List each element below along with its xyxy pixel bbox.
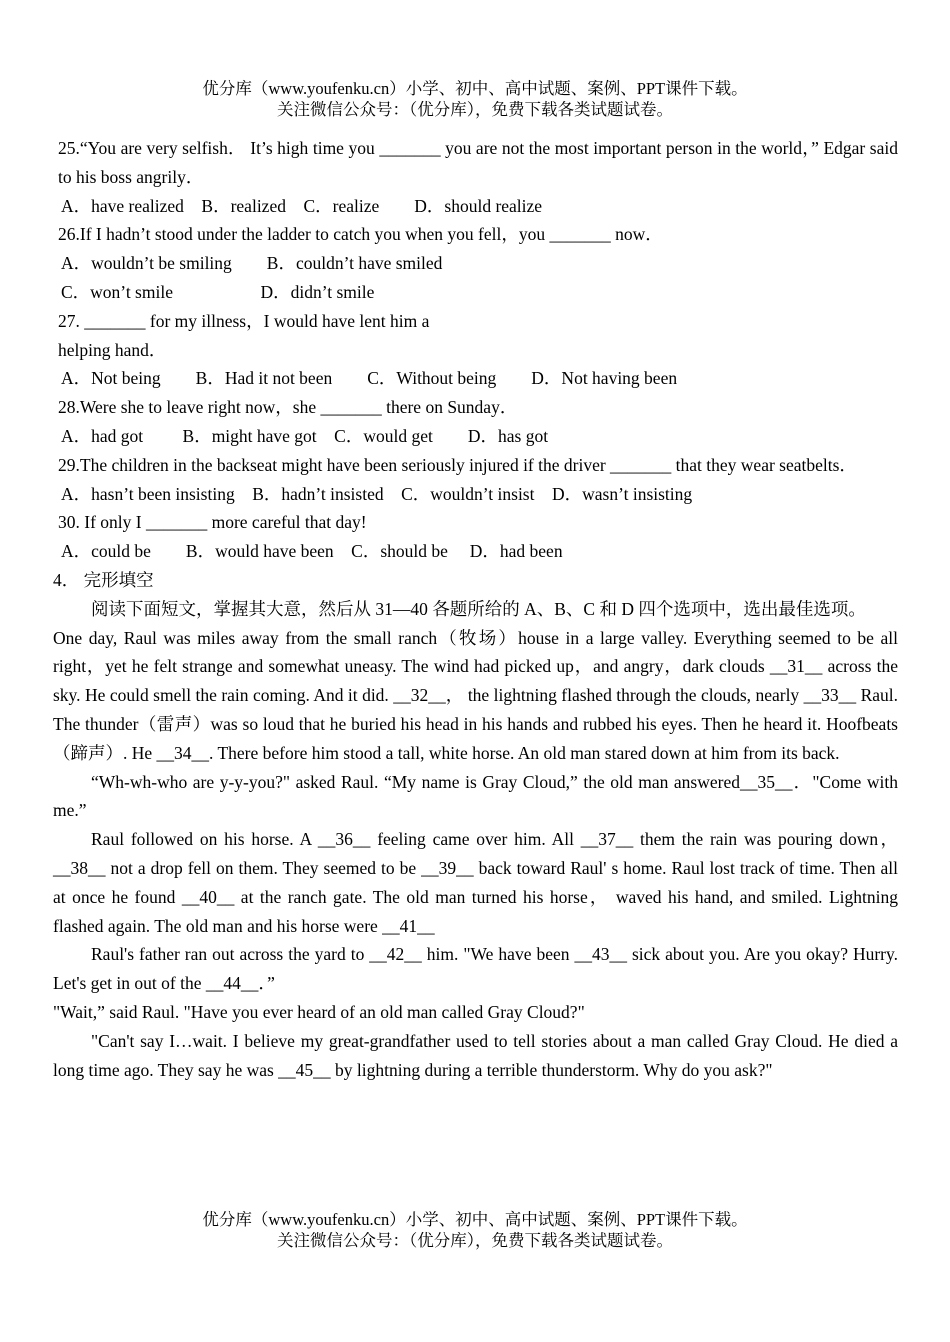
footer-line-1: 优分库（www.youfenku.cn）小学、初中、高中试题、案例、PPT课件下载。 <box>202 1210 748 1229</box>
question-29-stem: 29.The children in the backseat might have been seriously injured if the driver _______ that they wear seatbelts． <box>58 454 857 475</box>
section-4-instruction: 阅读下面短文，掌握其大意，然后从 31—40 各题所给的 A、B、C 和 D 四个选项中，选出最佳选项。 <box>91 598 866 619</box>
question-25-options: A．have realized B．realized C．realize D．should realize <box>61 195 543 216</box>
question-26-options-row-1: A．wouldn’t be smiling B．couldn’t have smiled <box>61 253 443 274</box>
document-body <box>53 134 898 1084</box>
footer-line-2: 关注微信公众号：（优分库），免费下载各类试题试卷。 <box>277 1231 673 1250</box>
question-26-stem: 26.If I hadn’t stood under the ladder to catch you when you fell，you _______ now． <box>58 224 663 245</box>
question-30-options: A．could be B．would have been C．should be D．had been <box>61 541 563 562</box>
question-27-stem: 27. _______ for my illness，I would have lent him a <box>58 310 430 331</box>
header-line-2: 关注微信公众号：（优分库），免费下载各类试题试卷。 <box>277 100 673 119</box>
question-27-stem-continued: helping hand． <box>58 339 167 360</box>
section-4-title: 4． 完形填空 <box>53 569 154 590</box>
passage-paragraph-1: One day, Raul was miles away from the small ranch（牧场）house in a large valley. Everything seemed to be all right，yet he felt strange and somewhat uneasy. The wind had picked up，and angry，dark clouds __31__ across the sky. He could smell the rain coming. And it did. __32__， the lightning flashed through the clouds, nearly __33__ Raul. The thunder（雷声）was so loud that he buried his head in his hands and rubbed his eyes. Then he heard it. Hoofbeats（蹄声）. He __34__. There before him stood a tall, white horse. An old man stared down at him from its back. <box>53 627 898 763</box>
question-27-options: A．Not being B．Had it not been C．Without being D．Not having been <box>61 368 678 389</box>
passage-paragraph-4: Raul's father ran out across the yard to __42__ him. "We have been __43__ sick about you. Are you okay? Hurry. Let's get in out of the __44__．” <box>53 944 898 994</box>
question-26-options-row-2: C．won’t smile D．didn’t smile <box>61 281 375 302</box>
question-28-stem: 28.Were she to leave right now，she _______ there on Sunday． <box>58 397 518 418</box>
question-25-stem: 25.“You are very selfish． It’s high time you _______ you are not the most important person in the world，” Edgar said to his boss angrily． <box>58 138 898 187</box>
header-line-1: 优分库（www.youfenku.cn）小学、初中、高中试题、案例、PPT课件下载。 <box>202 79 748 98</box>
question-29-options: A．hasn’t been insisting B．hadn’t insisted C．wouldn’t insist D．wasn’t insisting <box>61 483 693 504</box>
passage-paragraph-3: Raul followed on his horse. A __36__ feeling came over him. All __37__ them the rain was pouring down，__38__ not a drop fell on them. They seemed to be __39__ back toward Raul' s home. Raul lost track of time. Then all at once he found __40__ at the ranch gate. The old man turned his horse， waved his hand, and smiled. Lightning flashed again. The old man and his horse were __41__ <box>53 829 898 936</box>
passage-paragraph-2: “Wh-wh-who are y-y-you?" asked Raul. “My name is Gray Cloud,” the old man answered__35__．"Come with me.” <box>53 771 898 821</box>
page-header <box>0 78 950 120</box>
page-footer <box>0 1209 950 1251</box>
passage-paragraph-6: "Can't say I…wait. I believe my great-grandfather used to tell stories about a man called Gray Cloud. He died a long time ago. They say he was __45__ by lightning during a terrible thunderstorm. Why do you ask?" <box>53 1030 898 1080</box>
question-30-stem: 30. If only I _______ more careful that day! <box>58 512 367 533</box>
question-28-options: A．had got B．might have got C．would get D．has got <box>61 425 549 446</box>
passage-paragraph-5: "Wait,” said Raul. "Have you ever heard of an old man called Gray Cloud?" <box>53 1001 585 1022</box>
